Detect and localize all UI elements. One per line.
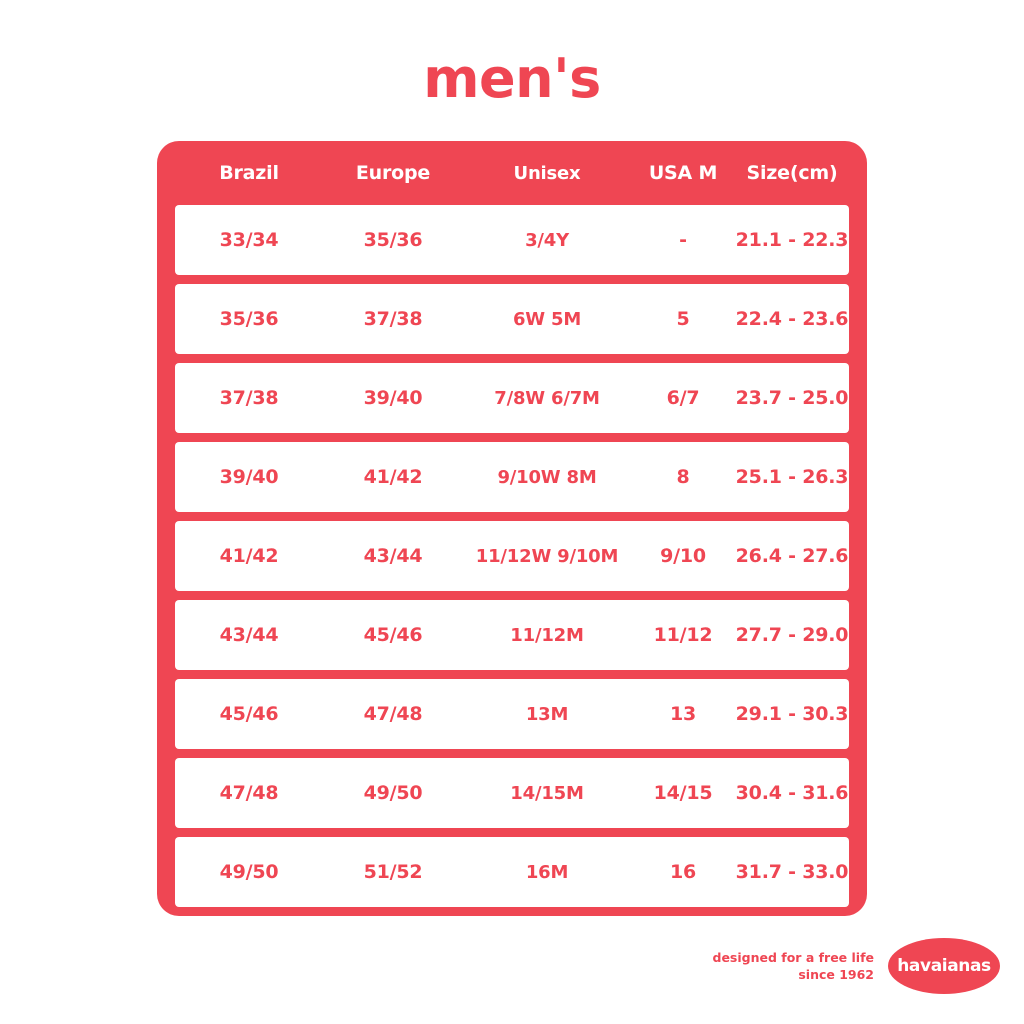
cell-unisex: 3/4Y xyxy=(525,229,569,251)
cell-brazil: 39/40 xyxy=(219,466,279,488)
tagline-line-1: designed for a free life xyxy=(712,950,874,966)
brand-tagline xyxy=(713,950,875,984)
column-header-size-cm: Size(cm) xyxy=(746,162,838,184)
column-header-unisex: Unisex xyxy=(513,162,581,184)
table-body xyxy=(175,205,849,907)
table-row xyxy=(175,600,849,670)
cell-size-cm: 26.4 - 27.6 xyxy=(735,545,849,567)
cell-brazil: 33/34 xyxy=(219,229,279,251)
cell-brazil: 35/36 xyxy=(219,308,279,330)
cell-size-cm: 29.1 - 30.3 xyxy=(735,703,849,725)
cell-unisex: 9/10W 8M xyxy=(497,466,597,488)
column-header-europe: Europe xyxy=(355,162,431,184)
table-header-row xyxy=(175,141,849,205)
cell-europe: 35/36 xyxy=(363,229,423,251)
cell-size-cm: 21.1 - 22.3 xyxy=(735,229,849,251)
column-header-brazil: Brazil xyxy=(219,162,279,184)
cell-usa-m: 16 xyxy=(669,861,697,883)
table-row xyxy=(175,521,849,591)
cell-europe: 39/40 xyxy=(363,387,423,409)
brand-name: havaianas xyxy=(897,956,991,976)
havaianas-logo xyxy=(888,938,1000,994)
cell-brazil: 47/48 xyxy=(219,782,279,804)
cell-brazil: 45/46 xyxy=(219,703,279,725)
cell-europe: 45/46 xyxy=(363,624,423,646)
cell-unisex: 13M xyxy=(525,703,569,725)
cell-usa-m: 13 xyxy=(669,703,697,725)
size-table xyxy=(157,141,867,916)
cell-usa-m: 11/12 xyxy=(653,624,713,646)
cell-brazil: 43/44 xyxy=(219,624,279,646)
cell-size-cm: 23.7 - 25.0 xyxy=(735,387,849,409)
cell-usa-m: - xyxy=(679,229,687,251)
table-row xyxy=(175,363,849,433)
cell-unisex: 11/12W 9/10M xyxy=(475,545,619,567)
page-title: men's xyxy=(423,47,601,110)
cell-usa-m: 8 xyxy=(676,466,690,488)
cell-europe: 47/48 xyxy=(363,703,423,725)
cell-size-cm: 27.7 - 29.0 xyxy=(735,624,849,646)
cell-usa-m: 5 xyxy=(676,308,690,330)
cell-usa-m: 14/15 xyxy=(653,782,713,804)
cell-brazil: 37/38 xyxy=(219,387,279,409)
cell-europe: 37/38 xyxy=(363,308,423,330)
cell-unisex: 6W 5M xyxy=(512,308,582,330)
cell-size-cm: 22.4 - 23.6 xyxy=(735,308,849,330)
cell-unisex: 11/12M xyxy=(510,624,584,646)
cell-brazil: 41/42 xyxy=(219,545,279,567)
cell-europe: 43/44 xyxy=(363,545,423,567)
column-header-usa-m: USA M xyxy=(648,162,718,184)
table-row xyxy=(175,758,849,828)
tagline-line-2: since 1962 xyxy=(798,967,874,983)
cell-europe: 41/42 xyxy=(363,466,423,488)
table-row xyxy=(175,284,849,354)
cell-unisex: 7/8W 6/7M xyxy=(494,387,600,409)
cell-size-cm: 30.4 - 31.6 xyxy=(735,782,849,804)
cell-size-cm: 25.1 - 26.3 xyxy=(735,466,849,488)
table-row xyxy=(175,442,849,512)
cell-europe: 51/52 xyxy=(363,861,423,883)
table-row xyxy=(175,205,849,275)
cell-brazil: 49/50 xyxy=(219,861,279,883)
table-row xyxy=(175,837,849,907)
cell-europe: 49/50 xyxy=(363,782,423,804)
table-row xyxy=(175,679,849,749)
cell-size-cm: 31.7 - 33.0 xyxy=(735,861,849,883)
cell-unisex: 16M xyxy=(525,861,569,883)
cell-usa-m: 9/10 xyxy=(660,545,706,567)
cell-usa-m: 6/7 xyxy=(666,387,700,409)
cell-unisex: 14/15M xyxy=(510,782,584,804)
